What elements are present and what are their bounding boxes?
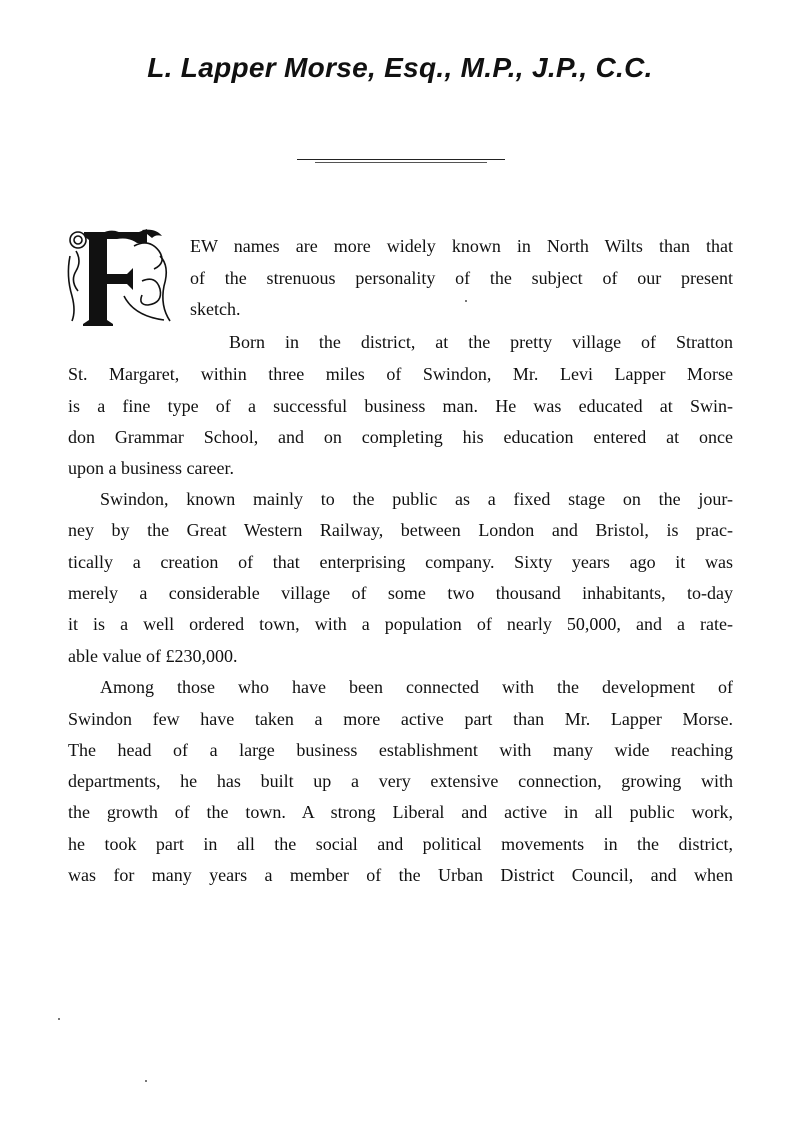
- page-title: L. Lapper Morse, Esq., M.P., J.P., C.C.: [147, 52, 653, 83]
- text-line: merely a considerable village of some two thousand inhabitants, to-day: [68, 583, 733, 603]
- text-line: don Grammar School, and on completing his education entered at once: [68, 427, 733, 447]
- text-line: is a fine type of a successful business man. He was educated at Swin-: [68, 396, 733, 416]
- title-divider: [297, 159, 505, 160]
- text-line: ney by the Great Western Railway, between London and Bristol, is prac-: [68, 520, 733, 540]
- text-line: of the strenuous personality of the subject of our present: [190, 268, 733, 288]
- text-line: able value of £230,000.: [68, 646, 238, 666]
- text-line: departments, he has built up a very extensive connection, growing with: [68, 771, 733, 791]
- text-line: Swindon few have taken a more active part than Mr. Lapper Morse.: [68, 709, 733, 729]
- title-divider-inner: [315, 162, 487, 163]
- ornamental-drop-cap-f-icon: [64, 226, 186, 326]
- text-line: The head of a large business establishment with many wide reaching: [68, 740, 733, 760]
- text-line: was for many years a member of the Urban District Council, and when: [68, 865, 733, 885]
- speck: [58, 1018, 60, 1020]
- text-line: Swindon, known mainly to the public as a fixed stage on the jour-: [100, 489, 733, 509]
- text-line: the growth of the town. A strong Liberal and active in all public work,: [68, 802, 733, 822]
- text-line: upon a business career.: [68, 458, 234, 478]
- speck: [145, 1080, 147, 1082]
- text-line: Among those who have been connected with the development of: [100, 677, 733, 697]
- text-line: tically a creation of that enterprising company. Sixty years ago it was: [68, 552, 733, 572]
- text-line: Born in the district, at the pretty village of Stratton: [229, 332, 733, 352]
- speck: [465, 300, 467, 302]
- text-line: it is a well ordered town, with a population of nearly 50,000, and a rate-: [68, 614, 733, 634]
- text-line: sketch.: [190, 299, 241, 319]
- text-line: EW names are more widely known in North Wilts than that: [190, 236, 733, 256]
- text-line: St. Margaret, within three miles of Swindon, Mr. Levi Lapper Morse: [68, 364, 733, 384]
- text-line: he took part in all the social and political movements in the district,: [68, 834, 733, 854]
